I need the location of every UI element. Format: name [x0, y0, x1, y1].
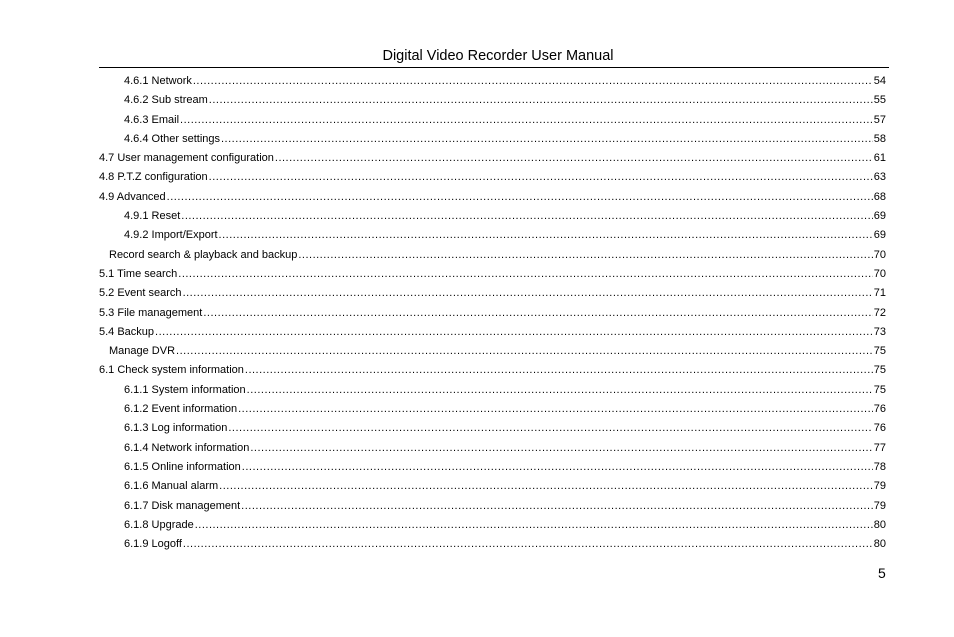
toc-entry-page: 68: [873, 190, 886, 203]
toc-entry[interactable]: [99, 342, 886, 361]
toc-entry-page: 70: [873, 248, 886, 261]
toc-entry-title: 4.9 Advanced: [99, 190, 166, 203]
toc-entry[interactable]: [99, 130, 886, 149]
toc-dot-leader: [195, 516, 873, 535]
toc-entry-page: 69: [873, 210, 886, 223]
toc-dot-leader: [209, 91, 873, 110]
toc-entry[interactable]: [99, 265, 886, 284]
toc-entry-title: 4.6.1 Network: [124, 75, 192, 87]
toc-entry[interactable]: [99, 535, 886, 554]
toc-entry-title: 6.1.6 Manual alarm: [124, 480, 219, 493]
toc-entry-title: 6.1.7 Disk management: [124, 499, 241, 512]
toc-entry-page: 75: [873, 364, 886, 377]
toc-entry-page: 80: [873, 518, 886, 531]
toc-entry-title: 6.1.2 Event information: [124, 403, 238, 416]
toc-entry-title: 5.2 Event search: [99, 287, 182, 300]
toc-entry-page: 75: [873, 345, 886, 358]
toc-entry-page: 63: [873, 171, 886, 184]
toc-entry[interactable]: [99, 168, 886, 187]
toc-dot-leader: [183, 284, 873, 303]
toc-entry[interactable]: [99, 111, 886, 130]
toc-dot-leader: [221, 130, 873, 149]
toc-dot-leader: [155, 323, 873, 342]
toc-entry-title: 4.6.4 Other settings: [124, 132, 220, 145]
toc-entry-page: 70: [873, 267, 886, 280]
toc-entry[interactable]: [99, 207, 886, 226]
page-number: 5: [878, 565, 886, 581]
toc-entry[interactable]: [99, 458, 886, 477]
toc-entry-title: 6.1.8 Upgrade: [124, 518, 194, 531]
toc-entry-page: 79: [873, 499, 886, 512]
toc-entry[interactable]: [99, 188, 886, 207]
toc-entry-title: 6.1.4 Network information: [124, 441, 250, 454]
toc-entry[interactable]: [99, 304, 886, 323]
toc-dot-leader: [275, 149, 873, 168]
toc-entry[interactable]: [99, 477, 886, 496]
toc-dot-leader: [180, 111, 873, 130]
toc-entry-title: 4.6.3 Email: [124, 113, 180, 126]
toc-entry-title: 4.9.1 Reset: [124, 210, 181, 223]
toc-dot-leader: [250, 439, 872, 458]
toc-entry-page: 61: [873, 152, 886, 165]
toc-entry-page: 78: [873, 460, 886, 473]
toc-entry[interactable]: [99, 361, 886, 380]
toc-dot-leader: [238, 400, 873, 419]
toc-entry-title: 6.1.5 Online information: [124, 460, 241, 473]
toc-dot-leader: [193, 72, 873, 91]
toc-entry[interactable]: [99, 246, 886, 265]
toc-dot-leader: [241, 497, 873, 516]
toc-dot-leader: [183, 535, 873, 554]
toc-entry-page: 58: [873, 132, 886, 145]
toc-dot-leader: [203, 304, 872, 323]
toc-entry[interactable]: [99, 439, 886, 458]
toc-entry[interactable]: [99, 323, 886, 342]
toc-entry-page: 76: [873, 422, 886, 435]
toc-dot-leader: [245, 361, 873, 380]
toc-entry-page: 73: [873, 325, 886, 338]
toc-entry-title: 4.7 User management configuration: [99, 152, 274, 165]
table-of-contents: [99, 72, 886, 554]
toc-entry-page: 80: [873, 538, 886, 551]
toc-entry-page: 55: [873, 94, 886, 107]
toc-dot-leader: [228, 419, 872, 438]
toc-dot-leader: [242, 458, 873, 477]
header-divider: [99, 67, 889, 68]
toc-entry-page: 57: [873, 113, 886, 126]
toc-entry-page: 72: [873, 306, 886, 319]
toc-entry[interactable]: [99, 497, 886, 516]
toc-entry[interactable]: [99, 419, 886, 438]
toc-entry-title: 4.6.2 Sub stream: [124, 94, 208, 107]
toc-dot-leader: [209, 168, 873, 187]
toc-dot-leader: [219, 477, 873, 496]
toc-dot-leader: [247, 381, 873, 400]
toc-entry-title: 6.1.1 System information: [124, 383, 246, 396]
toc-entry-page: 69: [873, 229, 886, 242]
toc-entry[interactable]: [99, 381, 886, 400]
toc-entry-title: 5.1 Time search: [99, 267, 178, 280]
toc-dot-leader: [176, 342, 873, 361]
toc-dot-leader: [181, 207, 872, 226]
toc-dot-leader: [167, 188, 873, 207]
toc-entry[interactable]: [99, 284, 886, 303]
toc-entry-page: 79: [873, 480, 886, 493]
toc-entry-title: 4.9.2 Import/Export: [124, 229, 218, 242]
toc-entry[interactable]: [99, 72, 886, 91]
toc-entry-page: 75: [873, 383, 886, 396]
toc-dot-leader: [298, 246, 872, 265]
toc-entry-page: 71: [873, 287, 886, 300]
toc-dot-leader: [178, 265, 872, 284]
toc-entry[interactable]: [99, 400, 886, 419]
toc-entry[interactable]: [99, 516, 886, 535]
toc-entry[interactable]: [99, 149, 886, 168]
toc-entry-page: 77: [873, 441, 886, 454]
toc-entry-title: 5.4 Backup: [99, 325, 155, 338]
toc-entry-title: Record search & playback and backup: [109, 248, 298, 261]
toc-dot-leader: [219, 226, 873, 245]
toc-entry[interactable]: [99, 91, 886, 110]
toc-entry[interactable]: [99, 226, 886, 245]
document-title: Digital Video Recorder User Manual: [382, 48, 614, 64]
toc-entry-title: Manage DVR: [109, 345, 176, 358]
toc-entry-title: 5.3 File management: [99, 306, 203, 319]
toc-entry-title: 6.1.3 Log information: [124, 422, 228, 435]
toc-entry-title: 4.8 P.T.Z configuration: [99, 171, 208, 184]
toc-entry-title: 6.1 Check system information: [99, 364, 244, 377]
toc-entry-page: 54: [873, 75, 886, 87]
toc-entry-title: 6.1.9 Logoff: [124, 538, 182, 551]
toc-entry-page: 76: [873, 403, 886, 416]
